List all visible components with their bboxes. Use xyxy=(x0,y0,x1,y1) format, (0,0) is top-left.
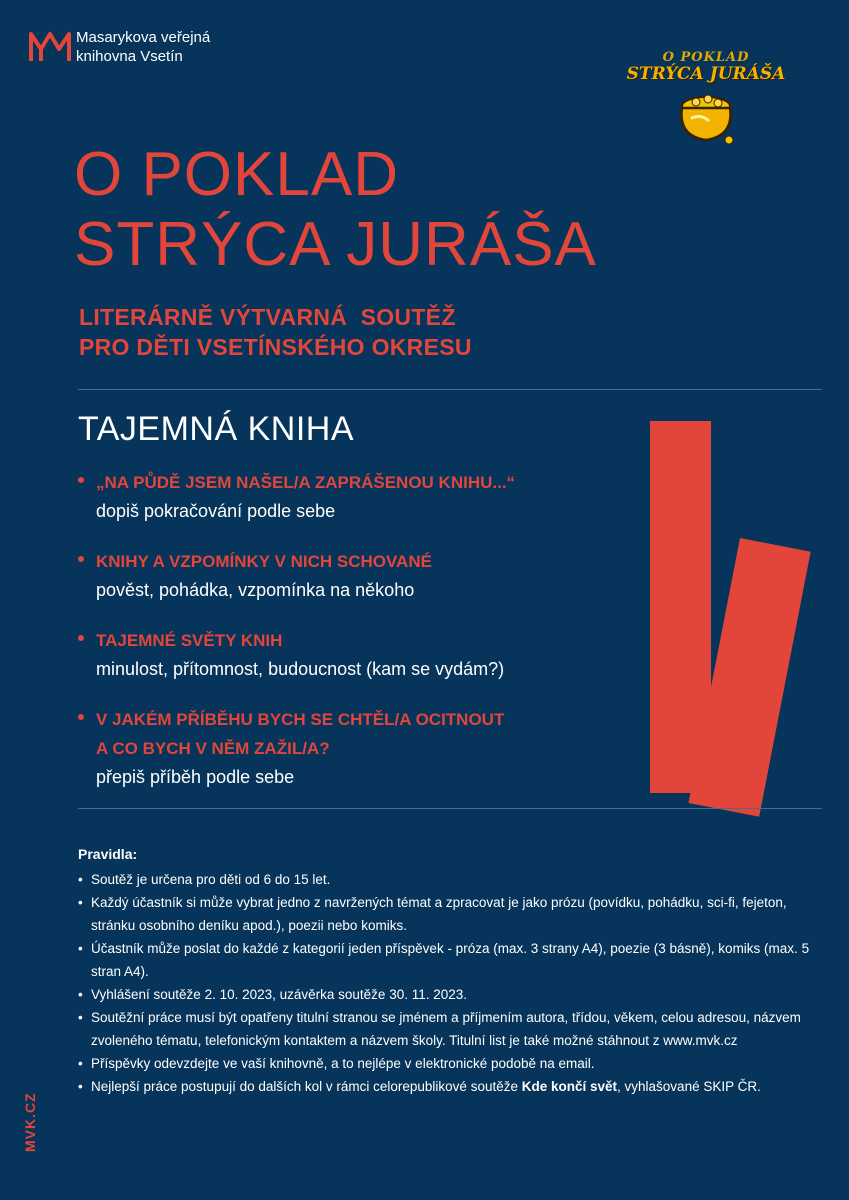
topic-list xyxy=(78,468,638,813)
badge-top-text: O POKLAD xyxy=(662,50,750,65)
competition-name: Kde končí svět xyxy=(521,1079,618,1094)
rule-item: • Účastník může poslat do každé z kategorií jeden příspěvek - próza (max. 3 strany A4), poezie (3 básně), komiks (max. 5 stran A4). xyxy=(78,937,814,983)
topic-heading: V JAKÉM PŘÍBĚHU BYCH SE CHTĚL/A OCITNOUT A CO BYCH V NĚM ZAŽIL/A? xyxy=(96,710,505,758)
main-title-line1: O POKLAD xyxy=(74,140,399,209)
rule-item: • Soutěžní práce musí být opatřeny titulní stranou se jménem a příjmením autora, třídou, věkem, celou adresou, názvem zvoleného tématu, telefonickým kontaktem a názvem školy. Titulní list je také možné stáhnout z www.mvk.cz xyxy=(78,1006,814,1052)
topic-heading: „NA PŮDĚ JSEM NAŠEL/A ZAPRÁŠENOU KNIHU...“ xyxy=(96,473,516,492)
rule-text-after: , vyhlašované SKIP ČR. xyxy=(617,1079,761,1094)
treasure-pot-icon xyxy=(666,88,746,148)
subtitle-line1: LITERÁRNĚ VÝTVARNÁ SOUTĚŽ xyxy=(79,304,456,330)
main-title xyxy=(74,140,597,280)
library-name-line1: Masarykova veřejná xyxy=(76,29,211,46)
rule-text-before: Nejlepší práce postupují do dalších kol v rámci celorepublikové soutěže xyxy=(91,1079,522,1094)
topic-description: přepiš příběh podle sebe xyxy=(96,767,295,787)
mvk-logo-icon xyxy=(28,29,72,65)
topic-heading: TAJEMNÉ SVĚTY KNIH xyxy=(96,631,283,650)
rule-item: • Každý účastník si může vybrat jedno z navržených témat a zpracovat je jako prózu (povídku, pohádku, sci-fi, fejeton, stránku osobního deníku apod.), poezii nebo komiks. xyxy=(78,891,814,937)
subtitle xyxy=(79,302,472,362)
rules-list xyxy=(78,868,814,1098)
rule-item: • Vyhlášení soutěže 2. 10. 2023, uzávěrka soutěže 30. 11. 2023. xyxy=(78,983,814,1006)
library-name xyxy=(76,28,210,66)
topic-item xyxy=(78,705,638,791)
topic-item xyxy=(78,468,638,525)
main-title-line2: STRÝCA JURÁŠA xyxy=(74,210,597,279)
rules-section xyxy=(78,846,814,1098)
library-name-line2: knihovna Vsetín xyxy=(76,48,183,65)
topic-description: pověst, pohádka, vzpomínka na někoho xyxy=(96,580,415,600)
rule-item: • Soutěž je určena pro děti od 6 do 15 let. xyxy=(78,868,814,891)
topic-item xyxy=(78,547,638,604)
badge-main-text: STRÝCA JURÁŠA xyxy=(626,64,786,84)
website-url: MVK.CZ xyxy=(22,1092,38,1152)
topic-item xyxy=(78,626,638,683)
rule-item: • Příspěvky odevzdejte ve vaší knihovně, a to nejlépe v elektronické podobě na email. xyxy=(78,1052,814,1075)
divider-bottom xyxy=(78,808,822,809)
contest-badge xyxy=(606,50,806,160)
topic-heading: KNIHY A VZPOMÍNKY V NICH SCHOVANÉ xyxy=(96,552,432,571)
topic-description: minulost, přítomnost, budoucnost (kam se vydám?) xyxy=(96,659,505,679)
rules-title: Pravidla: xyxy=(78,846,138,862)
library-logo xyxy=(28,28,210,66)
section-title: TAJEMNÁ KNIHA xyxy=(78,410,355,448)
divider-top xyxy=(78,389,822,390)
subtitle-line2: PRO DĚTI VSETÍNSKÉHO OKRESU xyxy=(79,334,472,360)
rule-item xyxy=(78,1075,814,1098)
topic-description: dopiš pokračování podle sebe xyxy=(96,501,336,521)
